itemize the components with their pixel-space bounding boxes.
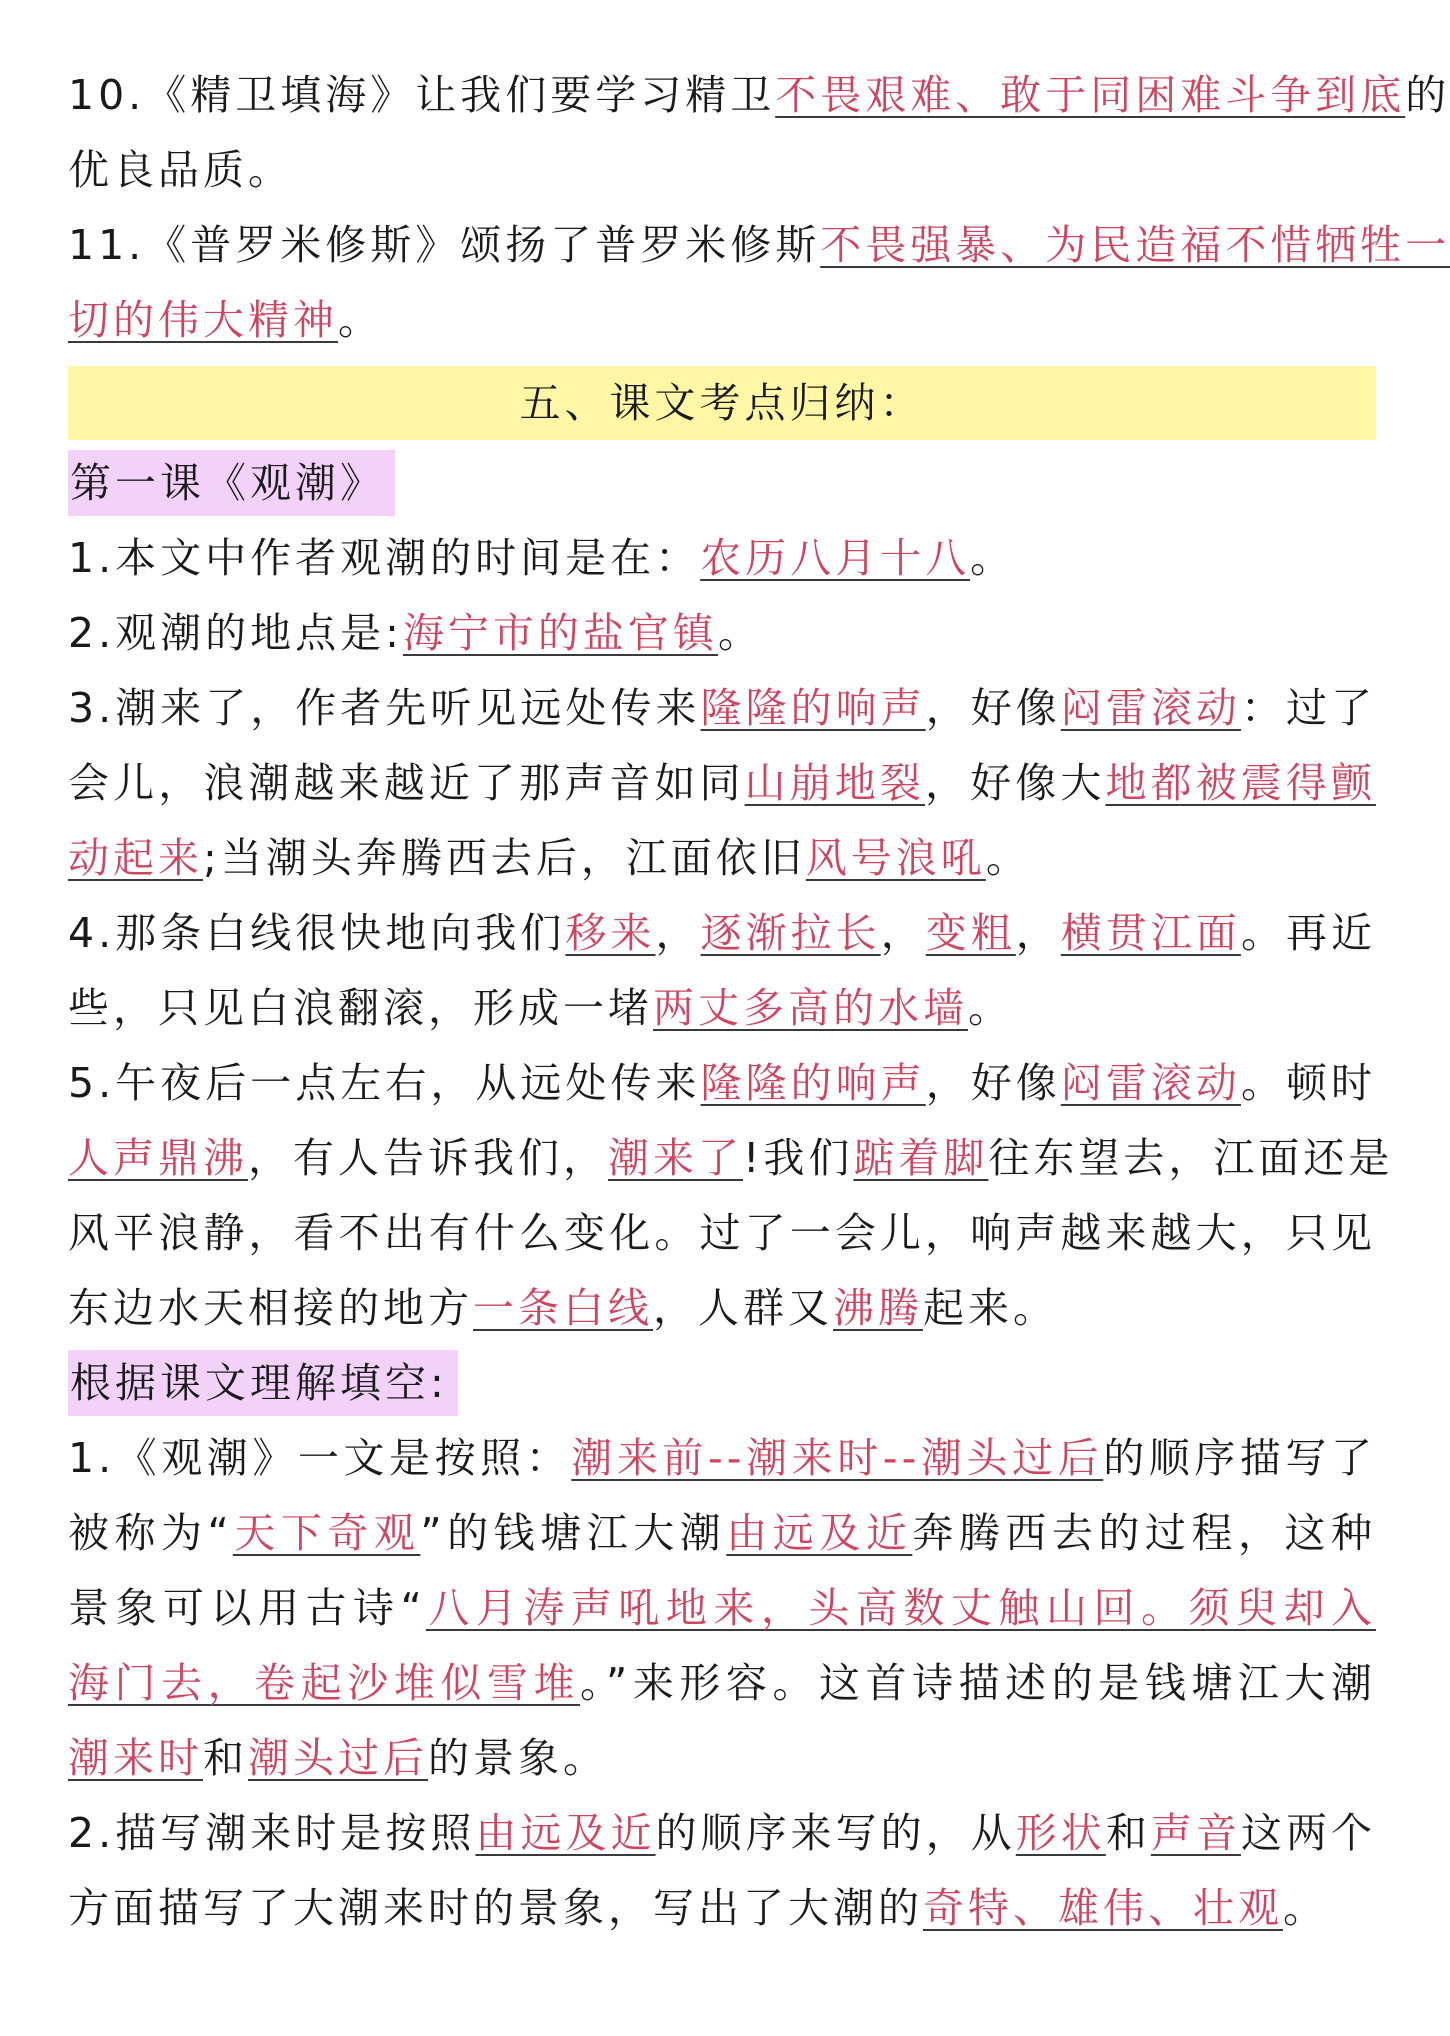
text-line <box>68 746 1376 821</box>
body-text: ;当潮头奔腾西去后，江面依旧 <box>203 834 806 882</box>
body-text: 方面描写了大潮来时的景象，写出了大潮的 <box>68 1884 923 1932</box>
text-line <box>68 896 1376 971</box>
text-line <box>68 1796 1376 1871</box>
body-text: 的顺序描写了 <box>1103 1434 1376 1482</box>
body-text: 10.《精卫填海》让我们要学习精卫 <box>68 71 776 119</box>
answer-text: 变粗 <box>925 909 1016 957</box>
answer-text: 天下奇观 <box>232 1509 421 1557</box>
body-text: 1.本文中作者观潮的时间是在： <box>68 534 701 582</box>
answer-text: 逐渐拉长 <box>700 909 881 957</box>
text-line <box>68 1871 1376 1946</box>
body-text: 优良品质。 <box>68 146 293 194</box>
text-line <box>68 1046 1376 1121</box>
body-text: 。 <box>985 834 1031 882</box>
body-text: 会儿，浪潮越来越近了那声音如同 <box>68 759 745 807</box>
body-text: ，人群又 <box>653 1284 833 1332</box>
body-text: 和 <box>1105 1809 1151 1857</box>
answer-text: 踮着脚 <box>853 1134 989 1182</box>
text-line <box>68 596 1376 671</box>
body-text: 2.观潮的地点是: <box>68 609 403 657</box>
text-line <box>68 821 1376 896</box>
text-line <box>68 58 1450 133</box>
text-line <box>68 671 1376 746</box>
text-line <box>68 1121 1394 1196</box>
text-line <box>68 1571 1376 1646</box>
body-text: 被称为“ <box>68 1509 233 1557</box>
body-text: 景象可以用古诗“ <box>68 1584 426 1632</box>
body-text: 的 <box>1405 71 1450 119</box>
lesson-title: 第一课《观潮》 <box>68 450 395 516</box>
text-line <box>68 1271 1376 1346</box>
body-text: 些，只见白浪翻滚，形成一堵 <box>68 984 653 1032</box>
body-text: 1.《观潮》一文是按照： <box>68 1434 572 1482</box>
body-text: ：过了 <box>1240 684 1376 732</box>
answer-text: 由远及近 <box>726 1509 913 1557</box>
answer-text: 地都被震得颤 <box>1105 759 1377 807</box>
answer-text: 奇特、雄伟、壮观 <box>923 1884 1283 1932</box>
body-text: 往东望去，江面还是 <box>988 1134 1394 1182</box>
answer-text: 八月涛声吼地来，头高数丈触山回。须臾却入 <box>425 1584 1376 1632</box>
body-text: 。 <box>338 296 383 344</box>
answer-text: 不畏强暴、为民造福不惜牺牲一 <box>820 221 1450 269</box>
answer-text: 闷雷滚动 <box>1060 1059 1241 1107</box>
text-line <box>68 971 1376 1046</box>
body-text: 。 <box>968 984 1013 1032</box>
body-text: 。 <box>970 534 1016 582</box>
text-line <box>68 1646 1376 1721</box>
answer-text: 潮来前--潮来时--潮头过后 <box>571 1434 1104 1482</box>
body-text: 奔腾西去的过程，这种 <box>912 1509 1377 1557</box>
body-text: 11.《普罗米修斯》颂扬了普罗米修斯 <box>68 221 821 269</box>
body-text: ，好像 <box>925 1059 1061 1107</box>
answer-text: 闷雷滚动 <box>1060 684 1241 732</box>
body-text: 3.潮来了，作者先听见远处传来 <box>68 684 701 732</box>
body-text: 5.午夜后一点左右，从远处传来 <box>68 1059 701 1107</box>
body-text: ，有人告诉我们， <box>248 1134 608 1182</box>
body-text: 的景象。 <box>428 1734 608 1782</box>
answer-text: 形状 <box>1015 1809 1106 1857</box>
answer-text: 隆隆的响声 <box>700 1059 926 1107</box>
body-text: ， <box>655 909 701 957</box>
body-text: ，好像 <box>925 684 1061 732</box>
body-text: 。”来形容。这首诗描述的是钱塘江大潮 <box>580 1659 1376 1707</box>
text-line <box>68 133 1376 208</box>
text-line <box>68 521 1376 596</box>
body-text: 东边水天相接的地方 <box>68 1284 473 1332</box>
answer-text: 不畏艰难、敢于同困难斗争到底 <box>775 71 1406 119</box>
body-text: ，好像大 <box>925 759 1106 807</box>
body-text: 4.那条白线很快地向我们 <box>68 909 566 957</box>
answer-text: 声音 <box>1150 1809 1241 1857</box>
body-text: 。 <box>717 609 763 657</box>
section-heading: 五、课文考点归纳： <box>68 366 1376 440</box>
body-text: 2.描写潮来时是按照 <box>68 1809 476 1857</box>
answer-text: 山崩地裂 <box>744 759 926 807</box>
text-line <box>68 1421 1376 1496</box>
body-text: 。 <box>1283 1884 1328 1932</box>
answer-text: 潮来时 <box>68 1734 203 1782</box>
answer-text: 海宁市的盐官镇 <box>402 609 718 657</box>
answer-text: 移来 <box>565 909 656 957</box>
answer-text: 两丈多高的水墙 <box>653 984 968 1032</box>
body-text: 风平浪静，看不出有什么变化。过了一会儿，响声越来越大，只见 <box>68 1209 1376 1257</box>
answer-text: 动起来 <box>68 834 203 882</box>
answer-text: 横贯江面 <box>1060 909 1241 957</box>
answer-text: 沸腾 <box>833 1284 923 1332</box>
body-text: 和 <box>203 1734 248 1782</box>
answer-text: 潮头过后 <box>248 1734 428 1782</box>
answer-text: 风号浪吼 <box>805 834 986 882</box>
answer-text: 一条白线 <box>473 1284 653 1332</box>
answer-text: 由远及近 <box>475 1809 656 1857</box>
answer-text: 农历八月十八 <box>700 534 971 582</box>
body-text: ， <box>880 909 926 957</box>
text-line <box>68 208 1450 283</box>
body-text: 。顿时 <box>1240 1059 1376 1107</box>
body-text: ， <box>1015 909 1061 957</box>
fill-blank-title: 根据课文理解填空: <box>68 1350 458 1416</box>
body-text: 。再近 <box>1240 909 1376 957</box>
answer-text: 切的伟大精神 <box>68 296 338 344</box>
body-text: 的顺序来写的，从 <box>655 1809 1016 1857</box>
answer-text: 人声鼎沸 <box>68 1134 248 1182</box>
body-text: !我们 <box>743 1134 854 1182</box>
text-line <box>68 1196 1376 1271</box>
answer-text: 海门去，卷起沙堆似雪堆 <box>68 1659 580 1707</box>
answer-text: 隆隆的响声 <box>700 684 926 732</box>
body-text: 起来。 <box>923 1284 1058 1332</box>
text-line <box>68 1721 1376 1796</box>
body-text: ”的钱塘江大潮 <box>420 1509 727 1557</box>
answer-text: 潮来了 <box>608 1134 743 1182</box>
text-line <box>68 1496 1376 1571</box>
text-line <box>68 283 1376 358</box>
body-text: 这两个 <box>1240 1809 1376 1857</box>
